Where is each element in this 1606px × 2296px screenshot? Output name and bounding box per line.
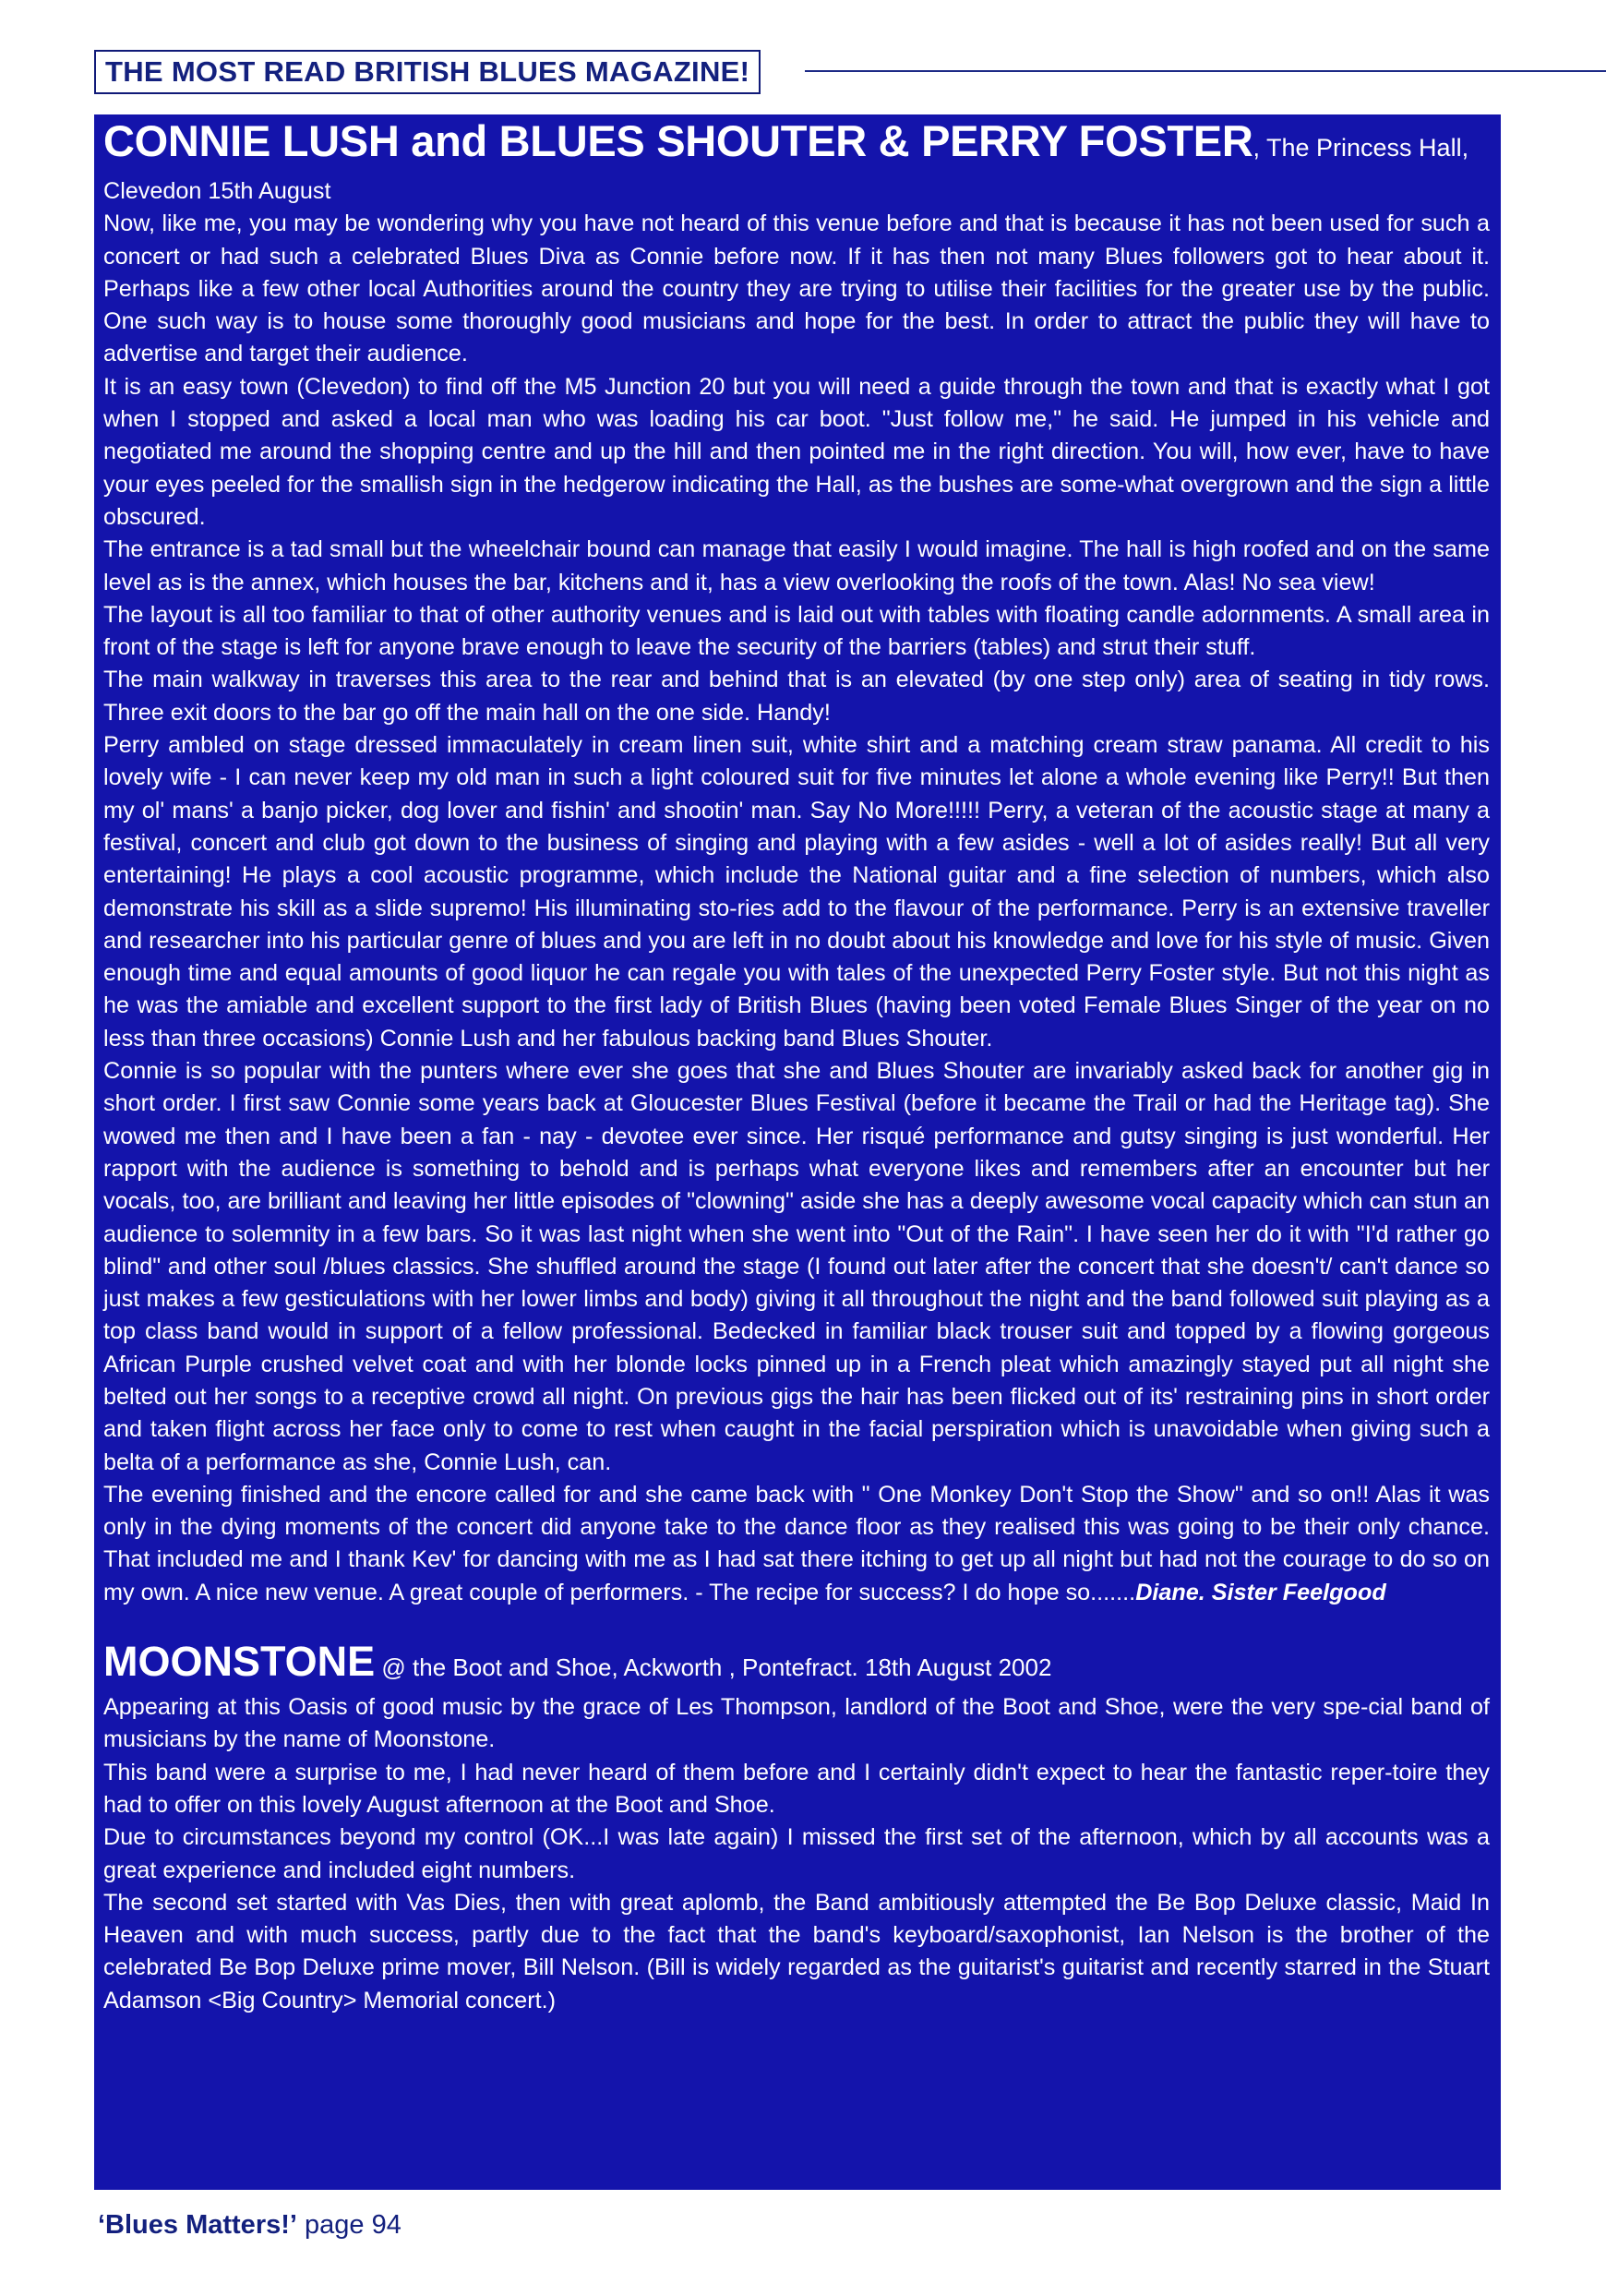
- masthead-rule: [805, 70, 1606, 72]
- article2-paragraph: Appearing at this Oasis of good music by the grace of Les Thompson, landlord of the Boot and Shoe, were the very spe-cial band of musicians by the name of Moonstone.: [103, 1694, 1490, 1753]
- article2-paragraph: Due to circumstances beyond my control (OK...I was late again) I missed the first set of the afternoon, which by all accounts was a great experience and included eight numbers.: [103, 1824, 1490, 1883]
- article2-venue: @ the Boot and Shoe, Ackworth , Pontefract. 18th August 2002: [375, 1653, 1052, 1682]
- page-footer: [98, 2210, 402, 2241]
- article1-signature: Diane. Sister Feelgood: [1135, 1579, 1386, 1605]
- article-connie-lush: [103, 114, 1490, 1609]
- article2-paragraph: The second set started with Vas Dies, then with great aplomb, the Band ambitiously attempted the Be Bop Deluxe classic, Maid In Heaven and with much success, partly due to the fact that the band's keyboard/saxophonist, Ian Nelson is the brother of the celebrated Be Bop Deluxe prime mover, Bill Nelson. (Bill is widely regarded as the guitarist's guitarist and recently starred in the Stuart Adamson <Big Country> Memorial concert.): [103, 1889, 1490, 2014]
- article1-paragraph: The main walkway in traverses this area to the rear and behind that is an elevated (by one step only) area of seating in tidy rows. Three exit doors to the bar go off the main hall on the one side. Handy!: [103, 667, 1490, 726]
- review-panel: [94, 114, 1501, 2190]
- article1-paragraph: The entrance is a tad small but the wheelchair bound can manage that easily I would imagine. The hall is high roofed and on the same level as is the annex, which houses the bar, kitchens and it, has a view overlooking the roofs of the town. Alas! No sea view!: [103, 536, 1490, 595]
- article1-paragraph: Now, like me, you may be wondering why you have not heard of this venue before and that is because it has not been used for such a concert or had such a celebrated Blues Diva as Connie before now. If it has then not many Blues followers got to hear about it. Perhaps like a few other local Authorities around the country they are trying to utilise their facilities for the greater use by the public. One such way is to house some thoroughly good musicians and hope for the best. In order to attract the public they will have to advertise and target their audience.: [103, 210, 1490, 367]
- masthead-title: THE MOST READ BRITISH BLUES MAGAZINE!: [105, 55, 750, 88]
- article1-headline-line: [103, 114, 1490, 175]
- article1-closing-text: The evening finished and the encore called for and she came back with " One Monkey Don't Stop the Show" and so on!! Alas it was only in the dying moments of the concert did anyone take to the dance floor as they realised this was going to be their only chance. That included me and I thank Kev' for dancing with me as I had sat there itching to get up all night but had not the courage to do so on my own. A nice new venue. A great couple of performers. - The recipe for success? I do hope so.......: [103, 1481, 1490, 1605]
- article1-paragraph: Perry ambled on stage dressed immaculately in cream linen suit, white shirt and a matching cream straw panama. All credit to his lovely wife - I can never keep my old man in such a light coloured suit for five minutes let alone a whole evening like Perry!! But then my ol' mans' a banjo picker, dog lover and fishin' and shootin' man. Say No More!!!!! Perry, a veteran of the acoustic stage at many a festival, concert and club got down to the business of singing and playing with a few asides - well a lot of asides really! But all very entertaining! He plays a cool acoustic programme, which include the National guitar and a fine selection of numbers, which also demonstrate his skill as a slide supremo! His illuminating sto-ries add to the flavour of the performance. Perry is an extensive traveller and researcher into his particular genre of blues and you are left in no doubt about his knowledge and love for his style of music. Given enough time and equal amounts of good liquor he can regale you with tales of the unexpected Perry Foster style. But not this night as he was the amiable and excellent support to the first lady of British Blues (having been voted Female Blues Singer of the year on no less than three occasions) Connie Lush and her fabulous backing band Blues Shouter.: [103, 732, 1490, 1052]
- masthead: [94, 50, 1606, 94]
- article1-closing-paragraph: [103, 1479, 1490, 1609]
- footer-magazine-name: ‘Blues Matters!’: [98, 2210, 297, 2240]
- masthead-box: [94, 50, 761, 94]
- article2-headline: MOONSTONE: [103, 1638, 376, 1686]
- footer-page-number: page 94: [296, 2210, 402, 2240]
- article1-venue: , The Princess Hall,: [1252, 134, 1469, 162]
- article1-paragraph: Connie is so popular with the punters where ever she goes that she and Blues Shouter are invariably asked back for another gig in short order. I first saw Connie some years back at Gloucester Blues Festival (before it became the Trail or had the Heritage tag). She wowed me then and I have been a fan - nay - devotee ever since. Her risqué performance and gutsy singing is just wonderful. Her rapport with the audience is something to behold and is perhaps what everyone likes and remembers after an encounter but her vocals, too, are brilliant and leaving her little episodes of "clowning" aside she has a deeply awesome vocal capacity which can stun an audience to solemnity in a few bars. So it was last night when she went into "Out of the Rain". I have seen her do it with "I'd rather go blind" and other soul /blues classics. She shuffled around the stage (I found out later after the concert that she doesn't/ can't dance so just makes a few gesticulations with her lower limbs and body) giving it all throughout the night and the band followed suit playing as a top class band would in support of a fellow professional. Bedecked in familiar black trouser suit and topped by a flowing gorgeous African Purple crushed velvet coat and with her blonde locks pinned up in a French pleat which amazingly stayed put all night she belted out her songs to a receptive crowd all night. On previous gigs the hair has been flicked out of its' restraining pins in short order and taken flight across her face only to come to rest when caught in the facial perspiration which is unavoidable when giving such a belta of a performance as she, Connie Lush, can.: [103, 1058, 1490, 1475]
- article1-paragraph: It is an easy town (Clevedon) to find off the M5 Junction 20 but you will need a guide through the town and that is exactly what I got when I stopped and asked a local man who was loading his car boot. "Just follow me," he said. He jumped in his vehicle and negotiated me around the shopping centre and up the hill and then pointed me in the right direction. You will, how ever, have to have your eyes peeled for the smallish sign in the hedgerow indicating the Hall, as the bushes are some-what overgrown and the sign a little obscured.: [103, 373, 1490, 530]
- article-moonstone: [103, 1639, 1490, 2017]
- article2-paragraph: This band were a surprise to me, I had never heard of them before and I certainly didn't expect to hear the fantastic reper-toire they had to offer on this lovely August afternoon at the Boot and Shoe.: [103, 1759, 1490, 1818]
- article2-headline-line: [103, 1639, 1490, 1691]
- article-spacer: [103, 1609, 1490, 1639]
- article1-headline: CONNIE LUSH and BLUES SHOUTER & PERRY FOSTER: [103, 116, 1253, 165]
- article1-paragraph: The layout is all too familiar to that of other authority venues and is laid out with tables with floating candle adornments. A small area in front of the stage is left for anyone brave enough to leave the security of the barriers (tables) and strut their stuff.: [103, 601, 1490, 661]
- article1-venue-date: Clevedon 15th August: [103, 178, 331, 204]
